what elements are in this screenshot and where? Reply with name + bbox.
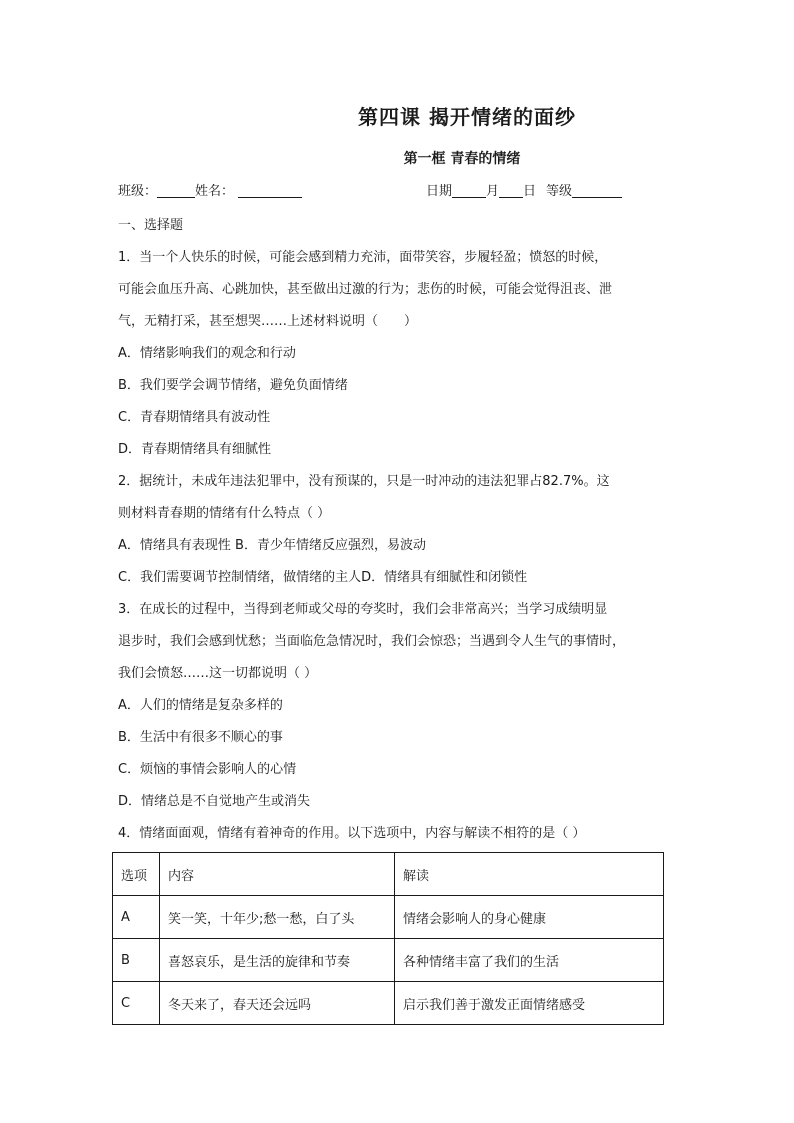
day-label: 日: [523, 184, 537, 199]
q1-stem-line-1: 1．当一个人快乐的时候，可能会感到精力充沛，面带笑容，步履轻盈；愤怒的时候，: [118, 250, 608, 265]
q2-stem-line-2: 则材料青春期的情绪有什么特点（ ）: [118, 506, 331, 521]
q1-option-c[interactable]: C．青春期情绪具有波动性: [118, 410, 271, 425]
month-blank[interactable]: [452, 183, 486, 198]
q3-option-c[interactable]: C．烦恼的事情会影响人的心情: [118, 762, 297, 777]
q4-stem: 4．情绪面面观，情绪有着神奇的作用。以下选项中，内容与解读不相符的是（ ）: [118, 826, 586, 841]
class-blank[interactable]: [157, 183, 195, 198]
student-info-row: [118, 183, 302, 201]
day-blank[interactable]: [499, 183, 523, 198]
name-label: 姓名：: [195, 184, 235, 199]
q3-stem-line-2: 退步时，我们会感到忧愁；当面临危急情况时，我们会惊恐；当遇到令人生气的事情时，: [118, 634, 626, 649]
row-content: 笑一笑，十年少;愁一愁，白了头: [160, 896, 395, 939]
q2-stem-line-1: 2．据统计，未成年违法犯罪中，没有预谋的，只是一时冲动的违法犯罪占82.7%。这: [118, 474, 610, 489]
name-blank[interactable]: [238, 183, 302, 198]
row-content: 冬天来了，春天还会远吗: [160, 982, 395, 1025]
q3-stem-line-1: 3．在成长的过程中，当得到老师或父母的夸奖时，我们会非常高兴；当学习成绩明显: [118, 602, 608, 617]
table-row[interactable]: [113, 982, 664, 1025]
q3-option-d[interactable]: D．情绪总是不自觉地产生或消失: [118, 794, 311, 809]
header-content: 内容: [160, 853, 395, 896]
table-row[interactable]: [113, 939, 664, 982]
table-row[interactable]: [113, 896, 664, 939]
q1-option-a[interactable]: A．情绪影响我们的观念和行动: [118, 346, 296, 361]
q3-option-a[interactable]: A．人们的情绪是复杂多样的: [118, 698, 283, 713]
grade-label: 等级: [546, 184, 573, 199]
q2-options-ab[interactable]: A．情绪具有表现性 B．青少年情绪反应强烈，易波动: [118, 538, 426, 553]
q1-stem-line-2: 可能会血压升高、心跳加快，甚至做出过激的行为；悲伤的时候，可能会觉得沮丧、泄: [118, 282, 613, 297]
month-label: 月: [486, 184, 500, 199]
grade-blank[interactable]: [572, 183, 622, 198]
q4-options-table: [112, 852, 664, 1025]
class-label: 班级：: [118, 184, 158, 199]
row-option: C: [113, 982, 160, 1025]
header-interpretation: 解读: [395, 853, 664, 896]
section-heading: 一、选择题: [118, 218, 184, 233]
q1-option-b[interactable]: B．我们要学会调节情绪，避免负面情绪: [118, 378, 348, 393]
q3-option-b[interactable]: B．生活中有很多不顺心的事: [118, 730, 283, 745]
section-subtitle: 第一框 青春的情绪: [403, 151, 521, 167]
row-option: A: [113, 896, 160, 939]
row-interpretation: 启示我们善于激发正面情绪感受: [395, 982, 664, 1025]
table-header-row: [113, 853, 664, 896]
row-interpretation: 各种情绪丰富了我们的生活: [395, 939, 664, 982]
row-interpretation: 情绪会影响人的身心健康: [395, 896, 664, 939]
header-option: 选项: [113, 853, 160, 896]
q1-stem-line-3: 气，无精打采，甚至想哭……上述材料说明（ ）: [118, 314, 418, 329]
date-label: 日期: [426, 184, 453, 199]
q3-stem-line-3: 我们会愤怒……这一切都说明（ ）: [118, 666, 318, 681]
q2-options-cd[interactable]: C．我们需要调节控制情绪，做情绪的主人D．情绪具有细腻性和闭锁性: [118, 570, 528, 585]
date-grade-row: [426, 183, 622, 201]
q1-option-d[interactable]: D．青春期情绪具有细腻性: [118, 442, 272, 457]
lesson-title: 第四课 揭开情绪的面纱: [358, 105, 576, 129]
row-option: B: [113, 939, 160, 982]
row-content: 喜怒哀乐，是生活的旋律和节奏: [160, 939, 395, 982]
